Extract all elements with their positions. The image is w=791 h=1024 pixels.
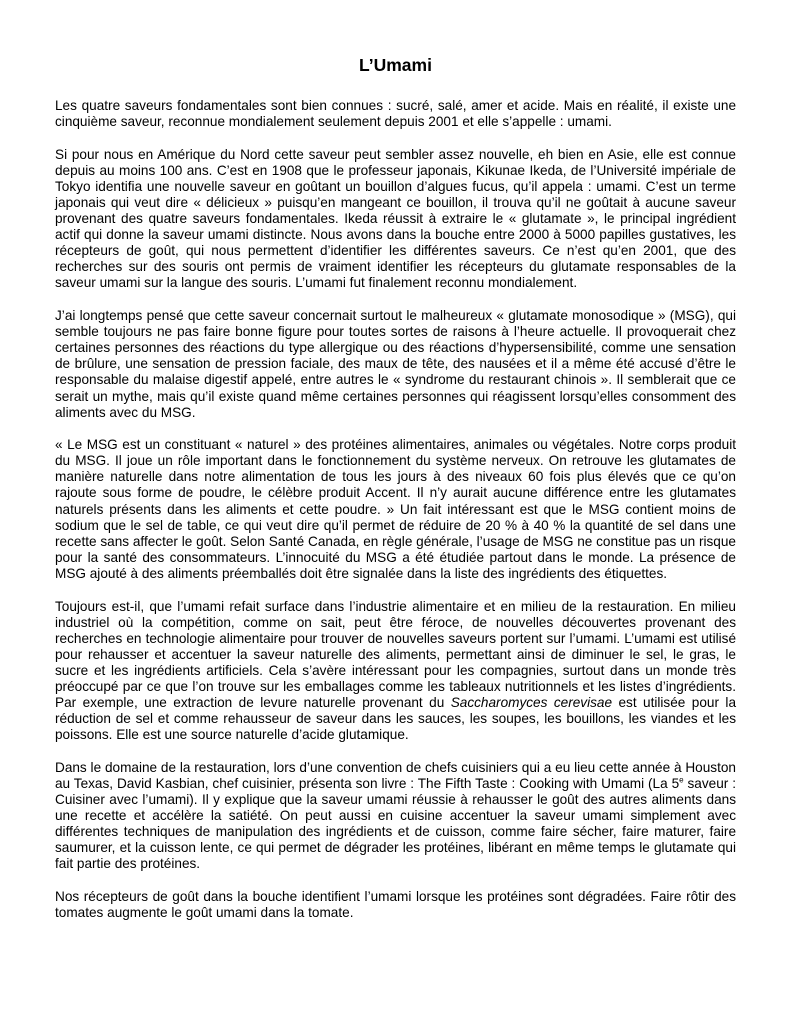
paragraph-restaurant-text-1: Dans le domaine de la restauration, lors d’une convention de chefs cuisiniers qui a eu lieu cette année à Houston au Texas, David Kasbian, chef cuisinier, présenta son livre : The Fifth Taste : Cooking with Umami (La 5 [55,759,736,791]
paragraph-msg: J’ai longtemps pensé que cette saveur concernait surtout le malheureux « glutamate monosodique » (MSG), qui semble toujours ne pas faire bonne figure pour toutes sortes de raisons à l’heure actuelle. Il provoquerait chez certaines personnes des réactions du type allergique ou des réactions d’hypersensibilité, comme une sensation de brûlure, une sensation de pression faciale, des maux de tête, des nausées et il a même été accusé d’être le responsable du malaise digestif appelé, entre autres le « syndrome du restaurant chinois ». Il semblerait que ce serait un mythe, mais qu’il existe quand même certaines personnes qui réagissent lorsqu’elles consomment des aliments avec du MSG. [55,308,736,420]
paragraph-restaurant-text-2: saveur : Cuisiner avec l’umami). Il y explique que la saveur umami réussie à rehausser le goût des autres aliments dans une recette et accélère la satiété. On peut aussi en cuisine accentuer la saveur umami simplement avec différentes techniques de manipulation des ingrédients et de cuisson, comme faire sécher, faire maturer, faire saumurer, et la cuisson lente, ce qui permet de dégrader les protéines, libérant en même temps le glutamate qui fait partie des protéines. [55,775,736,872]
paragraph-industry [55,599,736,744]
document-page [55,54,736,921]
paragraph-intro: Les quatre saveurs fondamentales sont bien connues : sucré, salé, amer et acide. Mais en réalité, il existe une cinquième saveur, reconnue mondialement seulement depuis 2001 et elle s’appelle : umami. [55,98,736,130]
paragraph-msg-quote: « Le MSG est un constituant « naturel » des protéines alimentaires, animales ou végétales. Notre corps produit du MSG. Il joue un rôle important dans le fonctionnement du système nerveux. On retrouve les glutamates de manière naturelle dans notre alimentation de tous les jours à des niveaux 60 fois plus élevés que ce qu’on rajoute sous forme de poudre, le célèbre produit Accent. Il n’y aurait aucune différence entre les glutamates naturels présents dans les aliments et cette poudre. » Un fait intéressant est que le MSG contient moins de sodium que le sel de table, ce qui veut dire qu’il permet de réduire de 20 % à 40 % la quantité de sel dans une recette sans affecter le goût. Selon Santé Canada, en règle générale, l’usage de MSG ne constitue pas un risque pour la santé des consommateurs. L’innocuité du MSG a été étudiée partout dans le monde. La présence de MSG ajouté à des aliments préemballés doit être signalée dans la liste des ingrédients des étiquettes. [55,437,736,581]
paragraph-industry-text-2: est utilisée pour la réduction de sel et comme rehausseur de saveur dans les sauces, les soupes, les bouillons, les viandes et les poissons. Elle est une source naturelle d’acide glutamique. [55,695,736,743]
paragraph-industry-text-1: Toujours est-il, que l’umami refait surface dans l’industrie alimentaire et en milieu de la restauration. En milieu industriel où la compétition, comme on sait, peut être féroce, de nouvelles découvertes provenant des recherches en technologie alimentaire pour trouver de nouvelles saveurs portent sur l’umami. L’umami est utilisé pour rehausser et accentuer la saveur naturelle des aliments, permettant ainsi de diminuer le sel, le gras, le sucre et les ingrédients artificiels. Cela s’avère intéressant pour les compagnies, surtout dans un monde très préoccupé par ce que l’on trouve sur les emballages comme les tableaux nutritionnels et les listes d’ingrédients. Par exemple, une extraction de levure naturelle provenant du [55,598,736,711]
paragraph-restaurant [55,760,736,873]
paragraph-history: Si pour nous en Amérique du Nord cette saveur peut sembler assez nouvelle, eh bien en Asie, elle est connue depuis au moins 100 ans. C’est en 1908 que le professeur japonais, Kikunae Ikeda, de l’Université impériale de Tokyo identifia une nouvelle saveur en goûtant un bouillon d’algues fucus, qu’il appela : umami. C’est un terme japonais qui veut dire « délicieux » puisqu’en mangeant ce bouillon, il trouva qu’il ne goûtait à aucune saveur provenant des quatre saveurs fondamentales. Ikeda réussit à extraire le « glutamate », le principal ingrédient actif qui donne la saveur umami distincte. Nous avons dans la bouche entre 2000 à 5000 papilles gustatives, les récepteurs de goût, qui nous permettent d’identifier les différentes saveurs. Ce n’est qu’en 2001, que des recherches sur des souris ont permis de vraiment identifier les récepteurs du glutamate responsables de la saveur umami sur la langue des souris. L’umami fut finalement reconnu mondialement. [55,146,736,291]
ordinal-superscript: e [679,775,684,785]
species-name: Saccharomyces cerevisae [450,695,613,711]
paragraph-receptors: Nos récepteurs de goût dans la bouche identifient l’umami lorsque les protéines sont dégradées. Faire rôtir des tomates augmente le goût umami dans la tomate. [55,889,736,921]
document-title: L’Umami [359,55,432,75]
